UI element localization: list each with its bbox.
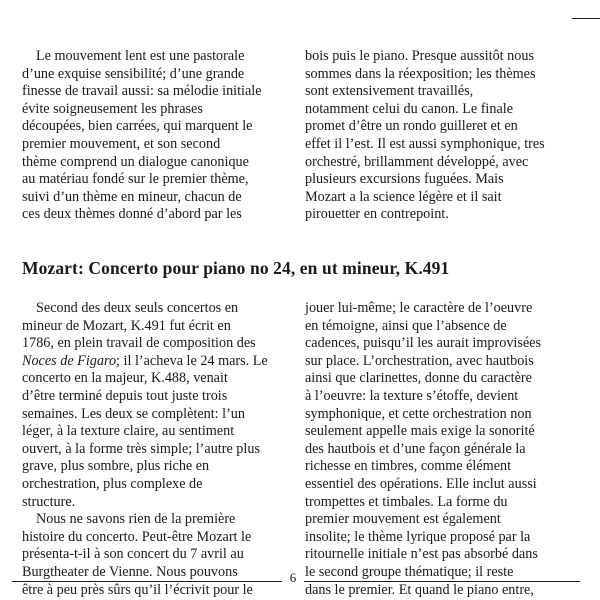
text-line: jouer lui-même; le caractère de l’oeuvre [305, 300, 533, 316]
top-rule [572, 18, 600, 19]
text-line: notamment celui du canon. Le finale [305, 100, 514, 117]
section1-right-column [305, 48, 545, 224]
text-line: des hautbois et d’une façon générale la [305, 440, 526, 457]
text-line: bois puis le piano. Presque aussitôt nous [305, 48, 534, 64]
text-line: 1786, en plein travail de composition des [22, 335, 256, 352]
section2-right-column [305, 300, 541, 599]
text-line: cadences, puisqu’il les aurait improvisées [305, 335, 541, 352]
text-line: pirouetter en contrepoint. [305, 206, 449, 223]
text-line: le second groupe thématique; il reste [305, 563, 514, 580]
text-line: ritournelle initiale n’est pas absorbé dans [305, 546, 538, 563]
text-line: structure. [22, 493, 76, 510]
text-line: à l’oeuvre: la texture s’étoffe, devient [305, 387, 519, 404]
section2-left-column [22, 300, 268, 599]
text-line: orchestration, plus complexe de [22, 475, 203, 492]
text-line: seulement appelle mais exige la sonorité [305, 423, 535, 440]
text-line: en témoigne, ainsi que l’absence de [305, 317, 507, 334]
text-line: mineur de Mozart, K.491 fut écrit en [22, 317, 231, 334]
text-line: premier mouvement est également [305, 511, 501, 528]
text-line: grave, plus sombre, plus riche en [22, 458, 210, 475]
text-line: effet il l’est. Il est aussi symphonique, tres [305, 135, 545, 152]
text-line: d’une exquise sensibilité; d’une grande [22, 65, 245, 82]
text-line: sur place. L’orchestration, avec hautbois [305, 352, 534, 369]
text-line: Nous ne savons rien de la première [36, 511, 236, 528]
footer-rule-right [304, 581, 580, 582]
section-heading: Mozart: Concerto pour piano no 24, en ut mineur, K.491 [22, 258, 450, 278]
text-line: richesse en timbres, comme élément [305, 458, 512, 475]
text-line: découpées, bien carrées, qui marquent le [22, 118, 253, 135]
text-line: thème comprend un dialogue canonique [22, 153, 249, 170]
text-line: ainsi que clarinettes, donne du caractère [305, 370, 532, 387]
text-line: ouvert, à la forme très simple; l’autre plus [22, 440, 260, 457]
text-line: promet d’être un rondo guilleret et en [305, 118, 518, 135]
text-line: Mozart a la science légère et il sait [305, 188, 502, 205]
text-line: Le mouvement lent est une pastorale [36, 48, 245, 64]
text-line: finesse de travail aussi: sa mélodie initiale [22, 83, 262, 100]
text-line: semaines. Les deux se complètent: l’un [22, 405, 245, 422]
text-line: léger, à la texture claire, au sentiment [22, 423, 235, 440]
text-line: sommes dans la réexposition; les thèmes [305, 65, 536, 82]
text-line: Burgtheater de Vienne. Nous pouvons [22, 563, 238, 580]
text-fragment: ; il l’acheva le 24 mars. Le [116, 352, 268, 369]
text-line: histoire du concerto. Peut-être Mozart le [22, 528, 252, 545]
text-line: essentiel des opérations. Elle inclut aussi [305, 475, 537, 492]
section1-left-column [22, 48, 262, 224]
text-line: évite soigneusement les phrases [22, 100, 203, 117]
text-line: symphonique, et cette orchestration non [305, 405, 532, 422]
italic-title: Noces de Figaro [22, 352, 117, 369]
footer-rule-left [12, 581, 282, 582]
text-line: plusieurs excursions fuguées. Mais [305, 171, 504, 188]
text-line: d’être terminé depuis tout juste trois [22, 387, 228, 404]
text-line: insolite; le thème lyrique proposé par la [305, 528, 531, 545]
text-line: sont extensivement travaillés, [305, 83, 474, 100]
text-line: présenta-t-il à son concert du 7 avril au [22, 546, 244, 563]
text-line: premier mouvement, et son second [22, 135, 221, 152]
page-number: 6 [289, 570, 297, 585]
text-line: trompettes et timbales. La forme du [305, 493, 508, 510]
text-line: ces deux thèmes donné d’abord par les [22, 206, 242, 223]
text-line-figaro [22, 353, 268, 371]
text-line: dans le premier. Et quand le piano entre, [305, 581, 534, 598]
text-line: être à peu près sûrs qu’il l’écrivit pour le [22, 581, 253, 598]
text-line: concerto en la majeur, K.488, venait [22, 370, 228, 387]
text-line: Second des deux seuls concertos en [36, 300, 239, 316]
text-line: suivi d’un thème en mineur, chacun de [22, 188, 242, 205]
text-line: orchestré, brillamment développé, avec [305, 153, 529, 170]
text-line: au matériau fondé sur le premier thème, [22, 171, 249, 188]
